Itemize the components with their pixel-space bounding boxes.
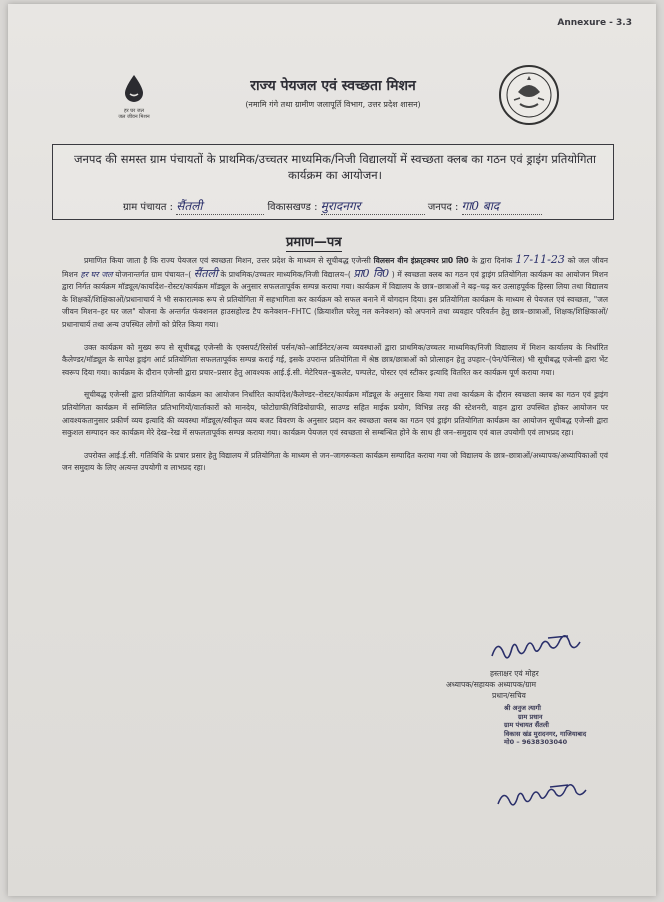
program-heading: जनपद की समस्त ग्राम पंचायतों के प्राथमिक/उच्चतर माध्यमिक/निजी विद्यालयों में स्वच्छता क्लब का गठन एवं ड्राइंग प्रतियोगिता कार्यक्रम का आयोजन। bbox=[74, 152, 596, 182]
school-name: प्रा0 वि0 bbox=[353, 266, 390, 280]
gram-panchayat-value: सैंतली bbox=[176, 197, 264, 215]
stamp-line-1: श्री अनुज त्यागी bbox=[504, 704, 541, 712]
paragraph-2: उक्त कार्यक्रम को मुख्य रूप से सूचीबद्ध एजेन्सी के एक्सपर्ट/रिसोर्स पर्सन/को–आर्डिनेटर/अन्य व्यवस्थाओं द्वारा प्राथमिक/उच्चतर माध्यमिक/निजी विद्यालय में मिशन कार्यालय के निर्धारित कैलेण्डर/मॉड्यूल के सापेक्ष ड्राइंग आर्ट प्रतियोगिता सफलतापूर्वक सम्पन्न कराई गई, इसके उपरान्त प्रतियोगिता में श्रेष्ठ छात्र/छात्राओं को प्रोत्साहन हेतु उपहार–(पेन/पेन्सिल) भी सूचीबद्ध एजेन्सी द्वारा भेंट स्वरूप दिया गया। कार्यक्रम के दौरान एजेन्सी द्वारा प्रचार–प्रसार हेतु आवश्यक आई.ई.सी. मेटेरियल–बुकलेट, पम्पलेट, पोस्टर एवं स्टीकर इत्यादि वितरित कर कार्यक्रम पूर्ण कराया गया। bbox=[62, 342, 608, 377]
para1-gram-panchayat: सैंतली bbox=[193, 266, 218, 280]
paragraph-1 bbox=[62, 254, 608, 332]
program-date: 17-11-23 bbox=[515, 253, 565, 266]
sign-line-2: अध्यापक/सहायक अध्यापक/ग्राम bbox=[446, 680, 537, 689]
para1-text-e: के प्राथमिक/उच्चतर माध्यमिक/निजी विद्यालय–( bbox=[220, 269, 351, 279]
mission-name: राज्य पेयजल एवं स्वच्छता मिशन bbox=[250, 78, 416, 94]
sign-line-1: हस्ताक्षर एवं मोहर bbox=[490, 669, 539, 678]
paragraph-4: उपरोक्त आई.ई.सी. गतिविधि के प्रचार प्रसार हेतु विद्यालय में प्रतियोगिता के माध्यम से जन–जागरूकता कार्यक्रम सम्पादित कराया गया जो विद्यालय के छात्र–छात्राओं/अध्यापक/अध्यापिकाओं एवं जन समुदाय के लिए अत्यन्त उपयोगी व लाभप्रद रहा। bbox=[62, 450, 608, 473]
sign-line-3: प्रधान/सचिव bbox=[492, 691, 526, 700]
district-label: जनपद : bbox=[427, 202, 459, 213]
document-page bbox=[8, 4, 656, 896]
para1-text-b: के द्वारा दिनांक bbox=[471, 256, 513, 265]
program-heading-box bbox=[52, 144, 614, 220]
gram-panchayat-label: ग्राम पंचायत : bbox=[123, 202, 174, 213]
pradhan-stamp bbox=[504, 704, 604, 747]
annexure-label: Annexure - 3.3 bbox=[557, 18, 632, 28]
para1-text-a: प्रमाणित किया जाता है कि राज्य पेयजल एवं स्वच्छता मिशन, उत्तर प्रदेश के माध्यम से सूचीबद्ध एजेन्सी bbox=[84, 256, 371, 265]
location-line bbox=[123, 197, 542, 215]
mission-header bbox=[168, 76, 498, 110]
logo-subtext: जल जीवन मिशन bbox=[118, 114, 150, 120]
har-ghar-jal-logo bbox=[108, 74, 160, 120]
stamp-line-4: विकास खंड मुरादनगर, गाजियाबाद bbox=[504, 729, 587, 738]
certificate-title: प्रमाण—पत्र bbox=[286, 232, 342, 252]
para1-text-d: योजनान्तर्गत ग्राम पंचायत–( bbox=[115, 269, 192, 279]
signatory-block bbox=[428, 634, 628, 701]
up-government-emblem-icon bbox=[498, 64, 560, 126]
block-value: मुरादनगर bbox=[321, 197, 425, 215]
logo-text: हर घर जल bbox=[124, 108, 144, 114]
scheme-name: हर घर जल bbox=[80, 269, 113, 279]
department-name: (नमामि गंगे तथा ग्रामीण जलापूर्ति विभाग, उत्तर प्रदेश शासन) bbox=[245, 100, 421, 109]
signature-2 bbox=[494, 782, 604, 810]
stamp-line-2: ग्राम प्रधान bbox=[518, 712, 543, 721]
district-value: गा0 बाद bbox=[462, 197, 542, 215]
certificate-body bbox=[62, 254, 608, 485]
stamp-line-5: मो0 – 9638303040 bbox=[504, 738, 568, 746]
water-drop-icon bbox=[122, 74, 146, 104]
para1-text-f: ) में स्वच्छता क्लब का गठन एवं ड्राइंग प्रतियोगिता कार्यक्रम का आयोजन मिशन द्वारा निर्गत कार्यक्रम मॉड्यूल/कार्यादेश–रोस्टर/कार्यक्रम मॉड्यूल के अनुसार सफलतापूर्वक सम्पन्न कराया गया। कार्यक्रम में विद्यालय के छात्र–छात्राओं ने बढ़–चढ़ कर उत्साहपूर्वक हिस्सा लिया तथा विद्यालय के शिक्षकों/शिक्षिकाओं/प्रधानाचार्य ने भी सकारात्मक रूप से प्रतियोगिता में सहभागिता कर कार्यक्रम को सफल बनाने में योगदान दिया। इस प्रतियोगिता कार्यक्रम के माध्यम से पेयजल एवं स्वच्छता, "जल जीवन मिशन–हर घर जल" योजना के अन्तर्गत फंक्शनल हाउसहोल्ड टैप कनेक्शन–FHTC (क्रियाशील घरेलू नल कनेक्शन) को अपनाने तथा व्यवहार परिवर्तन हेतु छात्र–छात्राओं, शिक्षक/शिक्षिकाओं/प्रधानाचार्य तथा अन्य उपस्थित लोगों को प्रेरित किया गया। bbox=[62, 269, 608, 329]
stamp-line-3: ग्राम पंचायत सैंतली bbox=[504, 721, 549, 729]
paragraph-3: सूचीबद्ध एजेन्सी द्वारा प्रतियोगिता कार्यक्रम का आयोजन निर्धारित कार्यादेश/कैलेण्डर–रोस्टर/कार्यक्रम मॉड्यूल के अनुसार किया गया तथा कार्यक्रम के दौरान स्वच्छता क्लब का गठन एवं ड्राइंग प्रतियोगिता कार्यक्रम में सम्मिलित प्रतिभागियों/वार्ताकारों को मानदेय, फोटोग्राफी/विडियोग्राफी, साउण्ड सहित माईक प्रयोग, विभिन्न तरह की स्टेशनरी, वाहन द्वारा उपस्थित होकर आयोजन पर आवश्यकतानुसार प्रकीर्ण व्यय इत्यादि की व्यवस्था मॉड्यूल/स्वीकृत व्यय बजट विवरण के अनुसार प्रदान कर स्वच्छता क्लब का गठन एवं ड्राइंग प्रतियोगिता कार्यक्रम का आयोजन सूचीबद्ध एजेन्सी द्वारा सकुशल सम्पादन कर कार्यक्रम मेरे देख–रेख में सफलतापूर्वक सम्पन्न कराया गया। कार्यक्रम पेयजल एवं स्वच्छता से सम्बन्धित होने के साथ ही जन–समुदाय एवं बाल उपयोगी एवं लाभप्रद रहा। bbox=[62, 390, 608, 438]
agency-name: विलसन वीन इंफ्रा्टक्चर प्रा0 लि0 bbox=[373, 256, 469, 265]
block-label: विकासखण्ड : bbox=[267, 202, 318, 213]
para1-text-c: को जल जीवन मिशन bbox=[62, 256, 609, 279]
